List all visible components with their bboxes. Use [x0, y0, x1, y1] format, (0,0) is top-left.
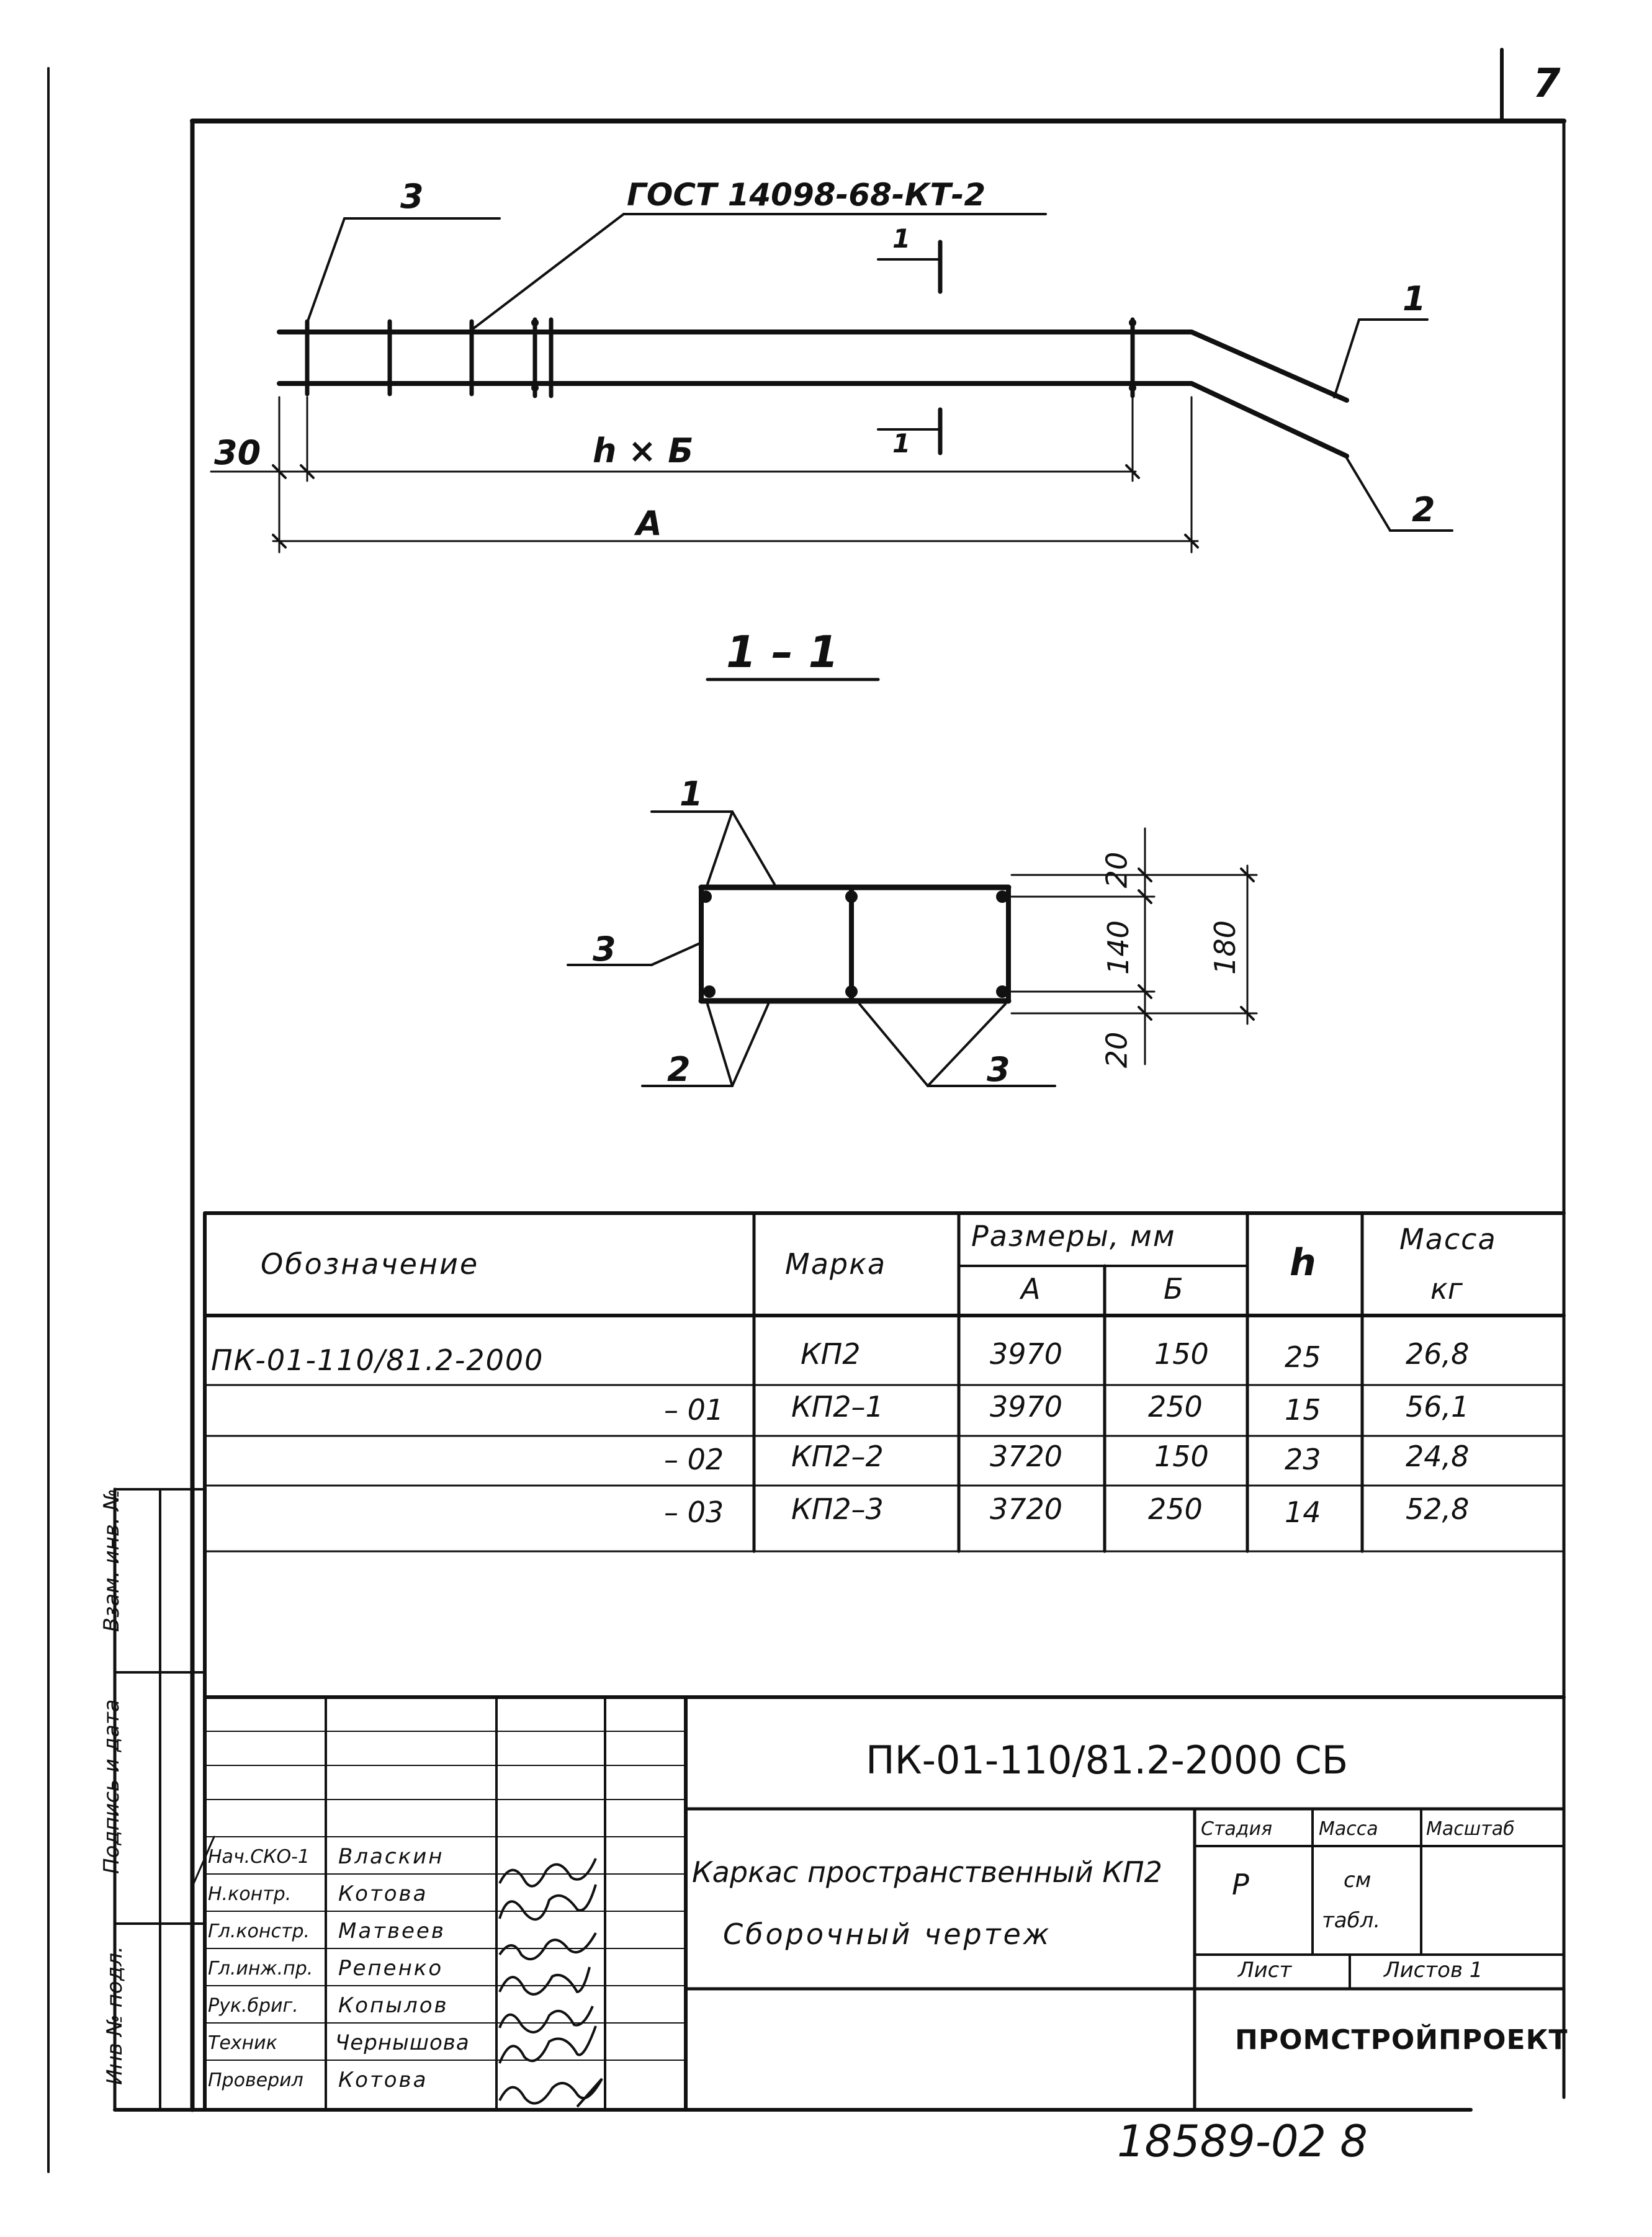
table-row-mass: 26,8 [1406, 1337, 1470, 1371]
callout-3-top: 3 [400, 177, 424, 216]
stamp-podpis: Подпись и дата [99, 1699, 124, 1874]
table-row-h: 15 [1285, 1393, 1321, 1427]
section-mark-top: 1 [892, 223, 911, 254]
table-row-h: 14 [1285, 1495, 1321, 1529]
table-row-mark: КП2–3 [791, 1492, 884, 1526]
staff-role: Н.контр. [208, 1883, 292, 1905]
table-row-mass: 56,1 [1406, 1390, 1470, 1423]
staff-name: Матвеев [338, 1919, 446, 1943]
staff-role: Техник [208, 2032, 277, 2054]
table-row-a: 3720 [990, 1492, 1063, 1526]
header-col-a: А [1021, 1272, 1041, 1306]
table-row-mass: 24,8 [1406, 1440, 1470, 1473]
staff-role: Нач.СКО-1 [208, 1846, 310, 1868]
mass-value-2: табл. [1322, 1908, 1381, 1933]
doc-title-1: Каркас пространственный КП2 [692, 1855, 1162, 1889]
header-sizes: Размеры, мм [971, 1219, 1176, 1253]
section-callout-3-right: 3 [987, 1050, 1010, 1089]
header-col-b: Б [1164, 1272, 1183, 1306]
table-row-designation: – 03 [664, 1495, 724, 1529]
doc-title-2: Сборочный чертеж [723, 1917, 1052, 1951]
section-title: 1 – 1 [726, 627, 839, 678]
gost-label: ГОСТ 14098-68-КТ-2 [627, 177, 986, 213]
table-row-b: 250 [1148, 1390, 1203, 1423]
stamp-vzam: Взам. инв. № [99, 1489, 124, 1632]
table-row-a: 3970 [990, 1337, 1063, 1371]
header-h: h [1290, 1241, 1316, 1284]
dim-140: 140 [1101, 920, 1135, 975]
staff-name: Котова [338, 1881, 428, 1906]
archive-number: 18589-02 8 [1117, 2116, 1368, 2167]
scale-label: Масштаб [1426, 1818, 1515, 1840]
table-row-mass: 52,8 [1406, 1492, 1470, 1526]
sheet-label: Лист [1238, 1958, 1292, 1983]
staff-role: Гл.инж.пр. [208, 1958, 313, 1979]
stage-label: Стадия [1201, 1818, 1273, 1840]
table-row-h: 25 [1285, 1340, 1321, 1374]
sheets-label: Листов 1 [1384, 1958, 1483, 1983]
stage-value: Р [1232, 1868, 1249, 1901]
staff-role: Проверил [208, 2069, 303, 2091]
signatures [500, 1858, 602, 2107]
staff-name: Котова [338, 2068, 428, 2092]
dim-20-top: 20 [1100, 851, 1134, 889]
section-mark-bottom: 1 [892, 428, 911, 459]
doc-code: ПК-01-110/81.2-2000 СБ [866, 1737, 1349, 1783]
dim-180: 180 [1208, 920, 1242, 975]
table-row-designation: – 01 [664, 1393, 724, 1427]
callout-2: 2 [1412, 490, 1435, 529]
staff-name: Чернышова [335, 2030, 470, 2055]
table-row-b: 150 [1154, 1337, 1209, 1371]
page-number: 7 [1533, 61, 1561, 107]
dim-20-bottom: 20 [1100, 1031, 1134, 1069]
callout-1: 1 [1403, 279, 1426, 318]
staff-name: Власкин [338, 1844, 444, 1869]
table-row-designation: ПК-01-110/81.2-2000 [211, 1343, 544, 1377]
mass-label: Масса [1319, 1818, 1378, 1840]
section-callout-1: 1 [680, 774, 703, 814]
header-designation: Обозначение [261, 1247, 480, 1281]
table-row-h: 23 [1285, 1443, 1321, 1476]
table-row-a: 3970 [990, 1390, 1063, 1423]
section-callout-2: 2 [667, 1050, 691, 1089]
table-row-mark: КП2–1 [791, 1390, 884, 1423]
table-row-b: 250 [1148, 1492, 1203, 1526]
header-mass-unit: кг [1430, 1272, 1463, 1306]
staff-role: Рук.бриг. [208, 1995, 299, 2017]
table-row-mark: КП2 [801, 1337, 861, 1371]
table-row-a: 3720 [990, 1440, 1063, 1473]
header-mass: Масса [1399, 1222, 1497, 1256]
mass-value-1: см [1344, 1868, 1371, 1893]
section-callout-3-left: 3 [593, 930, 616, 969]
table-row-mark: КП2–2 [791, 1440, 884, 1473]
dim-30: 30 [214, 433, 261, 472]
dim-a: А [636, 504, 662, 543]
stamp-inv: Инв № подл. [102, 1946, 127, 2085]
staff-role: Гл.констр. [208, 1921, 310, 1942]
header-mark: Марка [785, 1247, 887, 1281]
staff-name: Репенко [338, 1956, 444, 1981]
table-row-designation: – 02 [664, 1443, 724, 1476]
table-row-b: 150 [1154, 1440, 1209, 1473]
org-name: ПРОМСТРОЙПРОЕКТ [1235, 2024, 1568, 2056]
dim-hxb: h × Б [593, 431, 694, 470]
staff-name: Копылов [338, 1993, 449, 2018]
